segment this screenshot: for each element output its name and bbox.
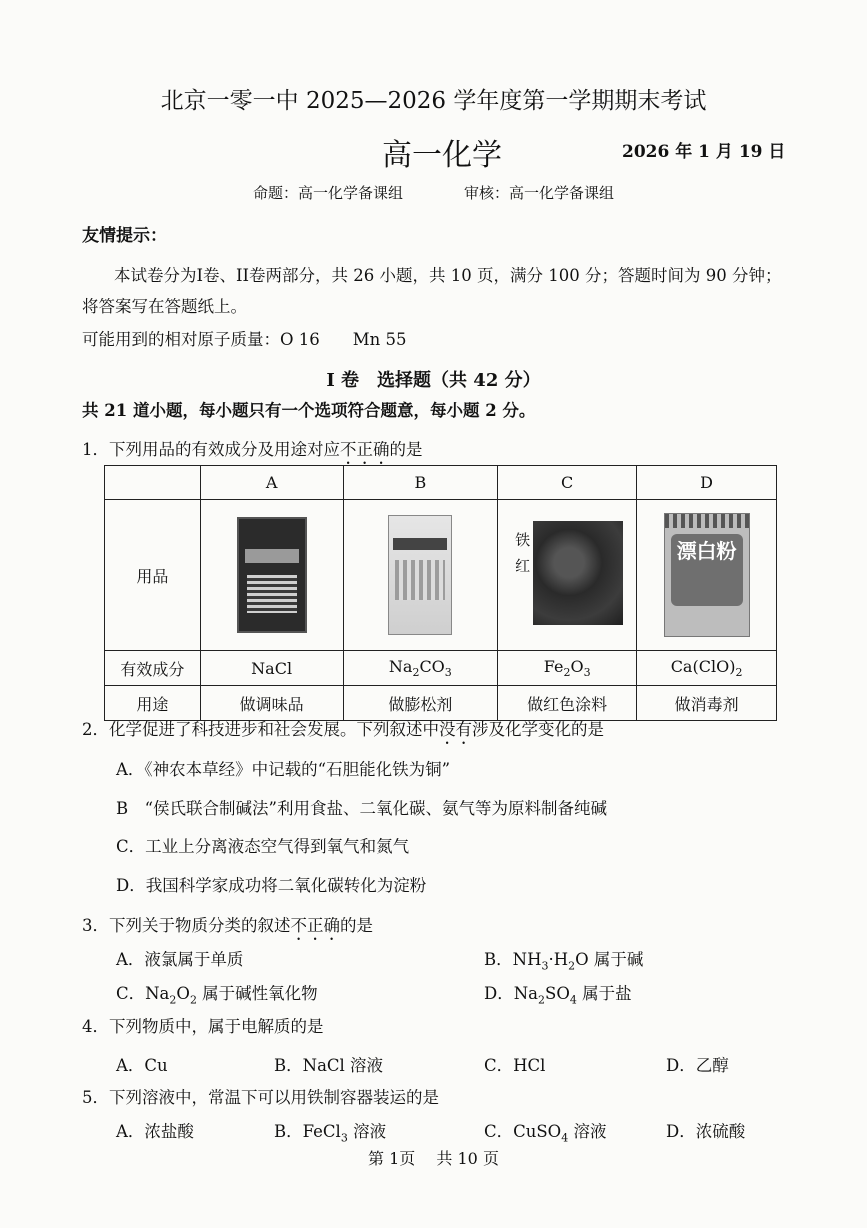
question-5-stem: 5．下列溶液中，常温下可以用铁制容器装运的是 xyxy=(82,1088,439,1107)
image-c-iron-red-powder xyxy=(498,500,637,651)
section-instruction: 共 21 道小题，每小题只有一个选项符合题意，每小题 2 分。 xyxy=(82,401,536,420)
q1-stem-pre: 1．下列用品的有效成分及用途对应 xyxy=(82,440,340,459)
use-b: 做膨松剂 xyxy=(343,686,498,721)
image-b-soda-package xyxy=(343,500,498,651)
col-header-c: C xyxy=(498,466,637,500)
q4-option-b: B．NaCl 溶液 xyxy=(274,1056,384,1075)
q3-option-a: A．液氯属于单质 xyxy=(116,950,244,969)
q5-option-b: B．FeCl$_3$ 溶液 xyxy=(274,1122,387,1145)
image-d-brand-text: 漂白粉 xyxy=(671,534,743,606)
q1-stem-emphasis: 不正确 xyxy=(340,440,390,459)
component-b: $Na_2CO_3$ xyxy=(343,651,498,686)
q2-stem-emphasis: 没有 xyxy=(439,720,472,739)
component-a: NaCl xyxy=(200,651,343,686)
q5-option-d: D．浓硫酸 xyxy=(666,1122,746,1141)
table-corner xyxy=(105,466,201,500)
tips-heading: 友情提示： xyxy=(82,226,167,246)
col-header-a: A xyxy=(200,466,343,500)
author: 命题：高一化学备课组 xyxy=(252,184,403,202)
image-c-text-2: 红 xyxy=(515,557,531,575)
question-1-table xyxy=(104,465,777,721)
q4-option-a: A．Cu xyxy=(116,1056,168,1075)
row-label-use: 用途 xyxy=(105,686,201,721)
q2-option-c: C．工业上分离液态空气得到氧气和氮气 xyxy=(116,837,410,856)
col-header-d: D xyxy=(637,466,777,500)
question-3-stem xyxy=(82,912,373,944)
use-d: 做消毒剂 xyxy=(637,686,777,721)
q2-option-b: B “侯氏联合制碱法”利用食盐、二氧化碳、氨气等为原料制备纯碱 xyxy=(116,799,607,818)
row-label-component: 有效成分 xyxy=(105,651,201,686)
q2-option-d: D．我国科学家成功将二氧化碳转化为淀粉 xyxy=(116,876,427,895)
tips-line-1: 本试卷分为I卷、II卷两部分，共 26 小题，共 10 页，满分 100 分；答题时间为 90 分钟； xyxy=(114,266,782,285)
q2-stem-post: 涉及化学变化的是 xyxy=(472,720,604,739)
use-c: 做红色涂料 xyxy=(498,686,637,721)
question-2-stem xyxy=(82,716,604,748)
col-header-b: B xyxy=(343,466,498,500)
component-d: $Ca(ClO)_2$ xyxy=(637,651,777,686)
q3-stem-post: 的是 xyxy=(340,916,373,935)
q2-option-a: A．《神农本草经》中记载的“石胆能化铁为铜” xyxy=(116,760,451,779)
q3-stem-pre: 3．下列关于物质分类的叙述 xyxy=(82,916,291,935)
page-number: 第 1页 xyxy=(368,1149,416,1168)
q5-option-c: C．CuSO$_4$ 溶液 xyxy=(484,1122,607,1145)
q1-stem-post: 的是 xyxy=(389,440,423,459)
q4-option-d: D．乙醇 xyxy=(666,1056,729,1075)
q2-stem-pre: 2．化学促进了科技进步和社会发展。下列叙述中 xyxy=(82,720,439,739)
subject-title: 高一化学 xyxy=(382,138,502,173)
q5-option-a: A．浓盐酸 xyxy=(116,1122,194,1141)
q3-stem-emphasis: 不正确 xyxy=(290,916,340,935)
reviewer: 审核：高一化学备课组 xyxy=(464,184,615,202)
page-total: 共 10 页 xyxy=(436,1149,499,1168)
q3-option-c: C．$Na_2O_2$ 属于碱性氧化物 xyxy=(116,984,318,1007)
image-c-text-1: 铁 xyxy=(515,531,531,549)
section-title: I 卷 选择题（共 42 分） xyxy=(326,370,541,391)
q3-option-b: B．$NH_3\cdot H_2O$ 属于碱 xyxy=(484,950,644,973)
author-line xyxy=(0,182,867,203)
page-footer xyxy=(0,1146,867,1169)
exam-date: 2026 年 1 月 19 日 xyxy=(622,142,786,162)
question-1-stem xyxy=(82,436,423,468)
image-a-salt-package xyxy=(200,500,343,651)
question-4-stem: 4．下列物质中，属于电解质的是 xyxy=(82,1017,324,1036)
q3-option-d: D．$Na_2SO_4$ 属于盐 xyxy=(484,984,632,1007)
atomic-mass-note: 可能用到的相对原子质量：O 16 Mn 55 xyxy=(82,330,407,349)
exam-title: 北京一零一中 2025—2026 学年度第一学期期末考试 xyxy=(160,88,707,114)
tips-line-2: 将答案写在答题纸上。 xyxy=(82,297,247,316)
image-d-bleach-package xyxy=(637,500,777,651)
row-label-item: 用品 xyxy=(105,500,201,651)
use-a: 做调味品 xyxy=(200,686,343,721)
component-c: $Fe_2O_3$ xyxy=(498,651,637,686)
q4-option-c: C．HCl xyxy=(484,1056,546,1075)
